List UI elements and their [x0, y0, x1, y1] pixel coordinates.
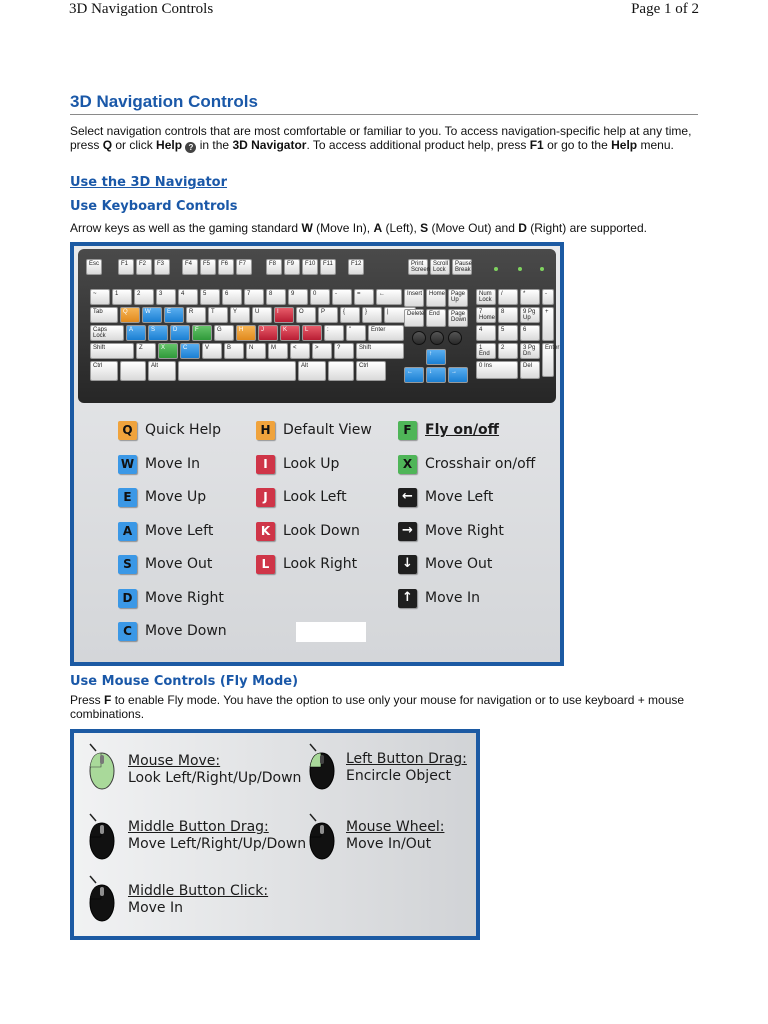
- legend-label-look-right: Look Right: [283, 556, 358, 572]
- led-indicator: [518, 267, 522, 271]
- kb-key-num-3: 3: [156, 289, 176, 305]
- mouse-controls-panel: [70, 729, 480, 940]
- kb-key-row-z-6: N: [246, 343, 266, 359]
- key-w-icon: W: [118, 455, 137, 474]
- kb-key-arrow-right: →: [448, 367, 468, 383]
- key-c-icon: C: [118, 622, 137, 641]
- legend-label-fly-on-off: Fly on/off: [425, 422, 500, 438]
- kb-key-row-a-4: F: [192, 325, 212, 341]
- help-icon: ?: [185, 142, 196, 153]
- kb-key-numpad-0: Num Lock: [476, 289, 496, 305]
- kb-key-num-10: 0: [310, 289, 330, 305]
- mouse-control-title: Mouse Move:: [128, 753, 221, 769]
- kb-key-num-4: 4: [178, 289, 198, 305]
- kb-key-f11: F11: [320, 259, 336, 275]
- kb-key-nav-3: Delete: [404, 309, 424, 327]
- blank-box: [296, 622, 366, 642]
- kb-key-alt-left: Alt: [148, 361, 176, 381]
- kb-key-numpad-12: 2: [498, 343, 518, 359]
- legend-label-move-out: Move Out: [425, 556, 493, 572]
- led-indicator: [494, 267, 498, 271]
- kb-key-row-q-7: U: [252, 307, 272, 323]
- legend-label-move-down: Move Down: [145, 623, 227, 639]
- kb-key-f1: F1: [118, 259, 134, 275]
- kb-key-arrow-left: ←: [404, 367, 424, 383]
- key-s-icon: S: [118, 555, 137, 574]
- kb-key-row-z-9: >: [312, 343, 332, 359]
- key-l-icon: L: [256, 555, 275, 574]
- kb-key-round-button-1: [430, 331, 444, 345]
- kb-key-nav-2: Page Up: [448, 289, 468, 307]
- mouse-control-description: Look Left/Right/Up/Down: [128, 770, 302, 786]
- page-header: [0, 0, 768, 22]
- legend-label-move-left: Move Left: [145, 522, 214, 539]
- kb-key-numpad-9: 5: [498, 325, 518, 341]
- legend-label-move-right: Move Right: [145, 589, 224, 606]
- kb-key-f7: F7: [236, 259, 252, 275]
- kb-key-numpad-15: 0 Ins: [476, 361, 518, 379]
- kb-key-row-q-12: }: [362, 307, 382, 323]
- legend-label-look-left: Look Left: [283, 489, 347, 505]
- mouse-control-description: Move In/Out: [346, 836, 432, 852]
- kb-key-arrow-down: ↓: [426, 367, 446, 383]
- kb-key-numpad-2: *: [520, 289, 540, 305]
- kb-key-f8: F8: [266, 259, 282, 275]
- kb-key-nav-5: Page Down: [448, 309, 468, 327]
- kb-key-row-z-2: X: [158, 343, 178, 359]
- kb-key-round-button-2: [448, 331, 462, 345]
- key-x-icon: X: [398, 455, 417, 474]
- kb-key-row-q-10: P: [318, 307, 338, 323]
- kb-key-f5: F5: [200, 259, 216, 275]
- kb-key-row-a-11: ": [346, 325, 366, 341]
- kb-key-num-6: 6: [222, 289, 242, 305]
- kb-key-row-z-5: B: [224, 343, 244, 359]
- kb-key-numpad-14: Enter: [542, 343, 554, 377]
- legend-label-quick-help: Quick Help: [145, 422, 221, 438]
- mouse-move-icon: [86, 741, 116, 791]
- key-j-icon: J: [256, 488, 275, 507]
- kb-key-nav-0: Insert: [404, 289, 424, 307]
- kb-key-num-12: =: [354, 289, 374, 305]
- mouse-middle-drag-icon: [86, 811, 116, 861]
- kb-key-numpad-13: 3 Pg Dn: [520, 343, 540, 359]
- legend-label-look-down: Look Down: [283, 522, 360, 539]
- kb-key-numpad-1: /: [498, 289, 518, 305]
- kb-key-num-5: 5: [200, 289, 220, 305]
- kb-key-row-a-3: D: [170, 325, 190, 341]
- use-3d-navigator-link[interactable]: Use the 3D Navigator: [70, 175, 228, 190]
- legend-label-move-in: Move In: [145, 455, 200, 472]
- kb-key-num-11: -: [332, 289, 352, 305]
- kb-key-row-a-5: G: [214, 325, 234, 341]
- kb-key-row-z-7: M: [268, 343, 288, 359]
- kb-key-row-q-13: |: [384, 307, 416, 323]
- key-h-icon: H: [256, 421, 275, 440]
- kb-key-row-z-10: ?: [334, 343, 354, 359]
- mouse-control-title: Middle Button Drag:: [128, 819, 269, 835]
- kb-key-numpad-7: +: [542, 307, 554, 341]
- mouse-control-title: Middle Button Click:: [128, 883, 269, 899]
- kb-key-row-q-4: R: [186, 307, 206, 323]
- legend-label-move-out: Move Out: [145, 556, 213, 572]
- kb-key-ctrl-left: Ctrl: [90, 361, 118, 381]
- kb-key-row-a-1: A: [126, 325, 146, 341]
- mouse-control-title: Mouse Wheel:: [346, 819, 445, 835]
- kb-key-row-z-8: <: [290, 343, 310, 359]
- mouse-control-description: Encircle Object: [346, 768, 451, 784]
- kb-key-num-13: ←: [376, 289, 402, 305]
- kb-key-pause-break: Pause Break: [452, 259, 472, 275]
- kb-key-numpad-16: Del: [520, 361, 540, 379]
- mouse-section-text: Press F to enable Fly mode. You have the option to use only your mouse for navigation or to use keyboard + mouse combinations.: [70, 693, 685, 721]
- down-arrow-key-icon: ↓: [398, 555, 417, 574]
- key-e-icon: E: [118, 488, 137, 507]
- kb-key-f6: F6: [218, 259, 234, 275]
- kb-key-numpad-6: 9 Pg Up: [520, 307, 540, 323]
- keyboard-section-text: Arrow keys as well as the gaming standard W (Move In), A (Left), S (Move Out) and D (Right) are supported.: [70, 221, 647, 235]
- kb-key-print-screen: Print Screen: [408, 259, 428, 275]
- kb-key-row-q-0: Tab: [90, 307, 118, 323]
- key-f-icon: F: [398, 421, 417, 440]
- kb-key-round-button-0: [412, 331, 426, 345]
- left-arrow-key-icon: ←: [398, 488, 417, 507]
- kb-key-numpad-5: 8: [498, 307, 518, 323]
- kb-key-arrow-up: ↑: [426, 349, 446, 365]
- kb-key-row-z-0: Shift: [90, 343, 134, 359]
- kb-key-row-a-10: :: [324, 325, 344, 341]
- kb-key-nav-4: End: [426, 309, 446, 327]
- kb-key-row-z-4: V: [202, 343, 222, 359]
- kb-key-numpad-3: -: [542, 289, 554, 305]
- kb-key-numpad-4: 7 Home: [476, 307, 496, 323]
- kb-key-f12: F12: [348, 259, 364, 275]
- kb-key-f9: F9: [284, 259, 300, 275]
- kb-key-alt-right: Alt: [298, 361, 326, 381]
- legend-label-look-up: Look Up: [283, 455, 340, 472]
- kb-key-esc: Esc: [86, 259, 102, 275]
- kb-key-row-a-7: J: [258, 325, 278, 341]
- kb-key-row-z-3: C: [180, 343, 200, 359]
- legend-label-crosshair-on-off: Crosshair on/off: [425, 455, 536, 472]
- legend-label-move-left: Move Left: [425, 489, 494, 505]
- kb-key-num-2: 2: [134, 289, 154, 305]
- kb-key-row-a-6: H: [236, 325, 256, 341]
- kb-key-num-1: 1: [112, 289, 132, 305]
- kb-key-row-q-9: O: [296, 307, 316, 323]
- kb-key-row-z-1: Z: [136, 343, 156, 359]
- kb-key-row-q-3: E: [164, 307, 184, 323]
- kb-key-row-q-6: Y: [230, 307, 250, 323]
- kb-key-scroll-lock: Scroll Lock: [430, 259, 450, 275]
- kb-key-f10: F10: [302, 259, 318, 275]
- mouse-middle-click-icon: [86, 873, 116, 923]
- kb-key-row-q-8: I: [274, 307, 294, 323]
- kb-key-numpad-11: 1 End: [476, 343, 496, 359]
- kb-key-row-a-0: Caps Lock: [90, 325, 124, 341]
- kb-key-f2: F2: [136, 259, 152, 275]
- kb-key-numpad-8: 4: [476, 325, 496, 341]
- header-page-number: Page 1 of 2: [631, 1, 699, 17]
- key-k-icon: K: [256, 522, 275, 541]
- legend-label-default-view: Default View: [283, 422, 372, 438]
- kb-key-row-a-2: S: [148, 325, 168, 341]
- keyboard-controls-panel: [70, 242, 564, 666]
- mouse-left-button-icon: [306, 741, 336, 791]
- mouse-control-description: Move In: [128, 900, 183, 916]
- right-arrow-key-icon: →: [398, 522, 417, 541]
- kb-key-row-q-2: W: [142, 307, 162, 323]
- legend-label-move-up: Move Up: [145, 489, 207, 505]
- mouse-wheel-icon: [306, 811, 336, 861]
- intro-paragraph: Select navigation controls that are most comfortable or familiar to you. To access navigation-specific help at any time, press Q or click Help ? in the 3D Navigator. To access additional product help, press F1 or go to the Help menu.: [70, 124, 692, 152]
- kb-key-num-7: 7: [244, 289, 264, 305]
- up-arrow-key-icon: ↑: [398, 589, 417, 608]
- mouse-control-title: Left Button Drag:: [346, 751, 467, 767]
- kb-key-space: [178, 361, 296, 381]
- kb-key-row-q-1: Q: [120, 307, 140, 323]
- kb-key-row-z-11: Shift: [356, 343, 404, 359]
- key-q-icon: Q: [118, 421, 137, 440]
- kb-key-num-9: 9: [288, 289, 308, 305]
- kb-key-row-a-12: Enter: [368, 325, 404, 341]
- kb-key-row-a-8: K: [280, 325, 300, 341]
- page-title: 3D Navigation Controls: [70, 92, 698, 115]
- kb-key-row-q-11: {: [340, 307, 360, 323]
- key-i-icon: I: [256, 455, 275, 474]
- kb-key-nav-1: Home: [426, 289, 446, 307]
- kb-key-f4: F4: [182, 259, 198, 275]
- kb-key-row-q-5: T: [208, 307, 228, 323]
- kb-key-f3: F3: [154, 259, 170, 275]
- keyboard-section-heading: Use Keyboard Controls: [70, 199, 238, 214]
- led-indicator: [540, 267, 544, 271]
- kb-key-num-8: 8: [266, 289, 286, 305]
- legend-label-move-in: Move In: [425, 589, 480, 606]
- kb-key-win-left: [120, 361, 146, 381]
- key-d-icon: D: [118, 589, 137, 608]
- kb-key-numpad-10: 6: [520, 325, 540, 341]
- legend-label-move-right: Move Right: [425, 522, 504, 539]
- mouse-section-heading: Use Mouse Controls (Fly Mode): [70, 674, 299, 689]
- key-a-icon: A: [118, 522, 137, 541]
- header-doc-title: 3D Navigation Controls: [69, 1, 214, 17]
- mouse-control-description: Move Left/Right/Up/Down: [128, 836, 307, 852]
- kb-key-ctrl-right: Ctrl: [356, 361, 386, 381]
- kb-key-win-right: [328, 361, 354, 381]
- kb-key-num-0: ~: [90, 289, 110, 305]
- kb-key-row-a-9: L: [302, 325, 322, 341]
- keyboard-illustration: [78, 249, 560, 403]
